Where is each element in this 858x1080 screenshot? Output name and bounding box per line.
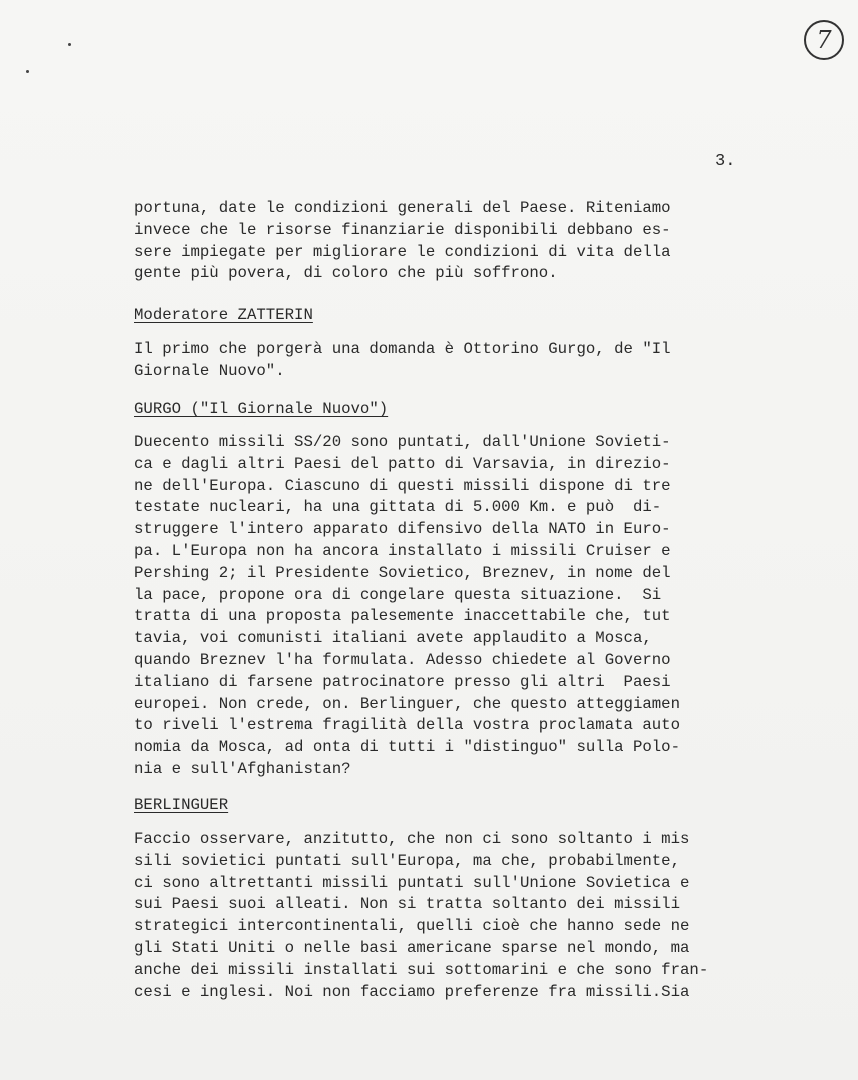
heading-berlinguer: BERLINGUER xyxy=(134,796,229,814)
heading-gurgo: GURGO ("Il Giornale Nuovo") xyxy=(134,400,389,418)
text-line: la pace, propone ora di congelare questa situazione. Si xyxy=(134,585,662,604)
text-line: gente più povera, di coloro che più soffrono. xyxy=(134,264,558,283)
text-line: tavia, voi comunisti italiani avete applaudito a Mosca, xyxy=(134,629,652,648)
text-line: quando Breznev l'ha formulata. Adesso chiedete al Governo xyxy=(134,650,671,669)
text-line: to riveli l'estrema fragilità della vostra proclamata auto xyxy=(134,716,681,735)
text-line: sere impiegate per migliorare le condizioni di vita della xyxy=(134,242,671,261)
text-line: Duecento missili SS/20 sono puntati, dall'Unione Sovieti- xyxy=(134,433,671,451)
text-line: pa. L'Europa non ha ancora installato i missili Cruiser e xyxy=(134,541,671,560)
text-line: portuna, date le condizioni generali del Paese. Riteniamo xyxy=(134,199,671,217)
text-line: italiano di farsene patrocinatore presso gli altri Paesi xyxy=(134,672,671,691)
text-line: strategici intercontinentali, quelli cioè che hanno sede ne xyxy=(134,917,690,936)
text-line: sui Paesi suoi alleati. Non si tratta soltanto dei missili xyxy=(134,895,681,914)
text-line: sili sovietici puntati sull'Europa, ma che, probabilmente, xyxy=(134,851,681,870)
text-line: europei. Non crede, on. Berlinguer, che questo atteggiamen xyxy=(134,694,681,713)
paragraph-4 xyxy=(134,829,784,1003)
text-line: nomia da Mosca, ad onta di tutti i "distinguo" sulla Polo- xyxy=(134,738,681,757)
scan-speck xyxy=(68,43,71,46)
paragraph-3 xyxy=(134,432,784,781)
text-line: Giornale Nuovo". xyxy=(134,361,285,380)
text-line: anche dei missili installati sui sottomarini e che sono fran- xyxy=(134,960,709,979)
text-line: gli Stati Uniti o nelle basi americane sparse nel mondo, ma xyxy=(134,938,690,957)
text-line: Il primo che porgerà una domanda è Ottorino Gurgo, de "Il xyxy=(134,340,671,358)
text-line: tratta di una proposta palesemente inaccettabile che, tut xyxy=(134,607,671,626)
text-line: testate nucleari, ha una gittata di 5.000 Km. e può di- xyxy=(134,498,662,517)
text-line: struggere l'intero apparato difensivo della NATO in Euro- xyxy=(134,520,671,539)
text-line: ca e dagli altri Paesi del patto di Varsavia, in direzio- xyxy=(134,454,671,473)
text-line: cesi e inglesi. Noi non facciamo preferenze fra missili.Sia xyxy=(134,982,690,1001)
scan-speck xyxy=(26,70,29,73)
text-line: Pershing 2; il Presidente Sovietico, Breznev, in nome del xyxy=(134,563,671,582)
heading-moderator: Moderatore ZATTERIN xyxy=(134,306,313,324)
page-number: 3. xyxy=(715,152,736,171)
text-line: nia e sull'Afghanistan? xyxy=(134,759,351,778)
text-line: ci sono altrettanti missili puntati sull'Unione Sovietica e xyxy=(134,873,690,892)
paragraph-1 xyxy=(134,198,784,285)
text-line: ne dell'Europa. Ciascuno di questi missili dispone di tre xyxy=(134,476,671,495)
folio-mark: 7 xyxy=(804,20,844,60)
text-line: Faccio osservare, anzitutto, che non ci sono soltanto i mis xyxy=(134,830,690,848)
text-line: invece che le risorse finanziarie disponibili debbano es- xyxy=(134,220,671,239)
paragraph-2 xyxy=(134,339,784,383)
